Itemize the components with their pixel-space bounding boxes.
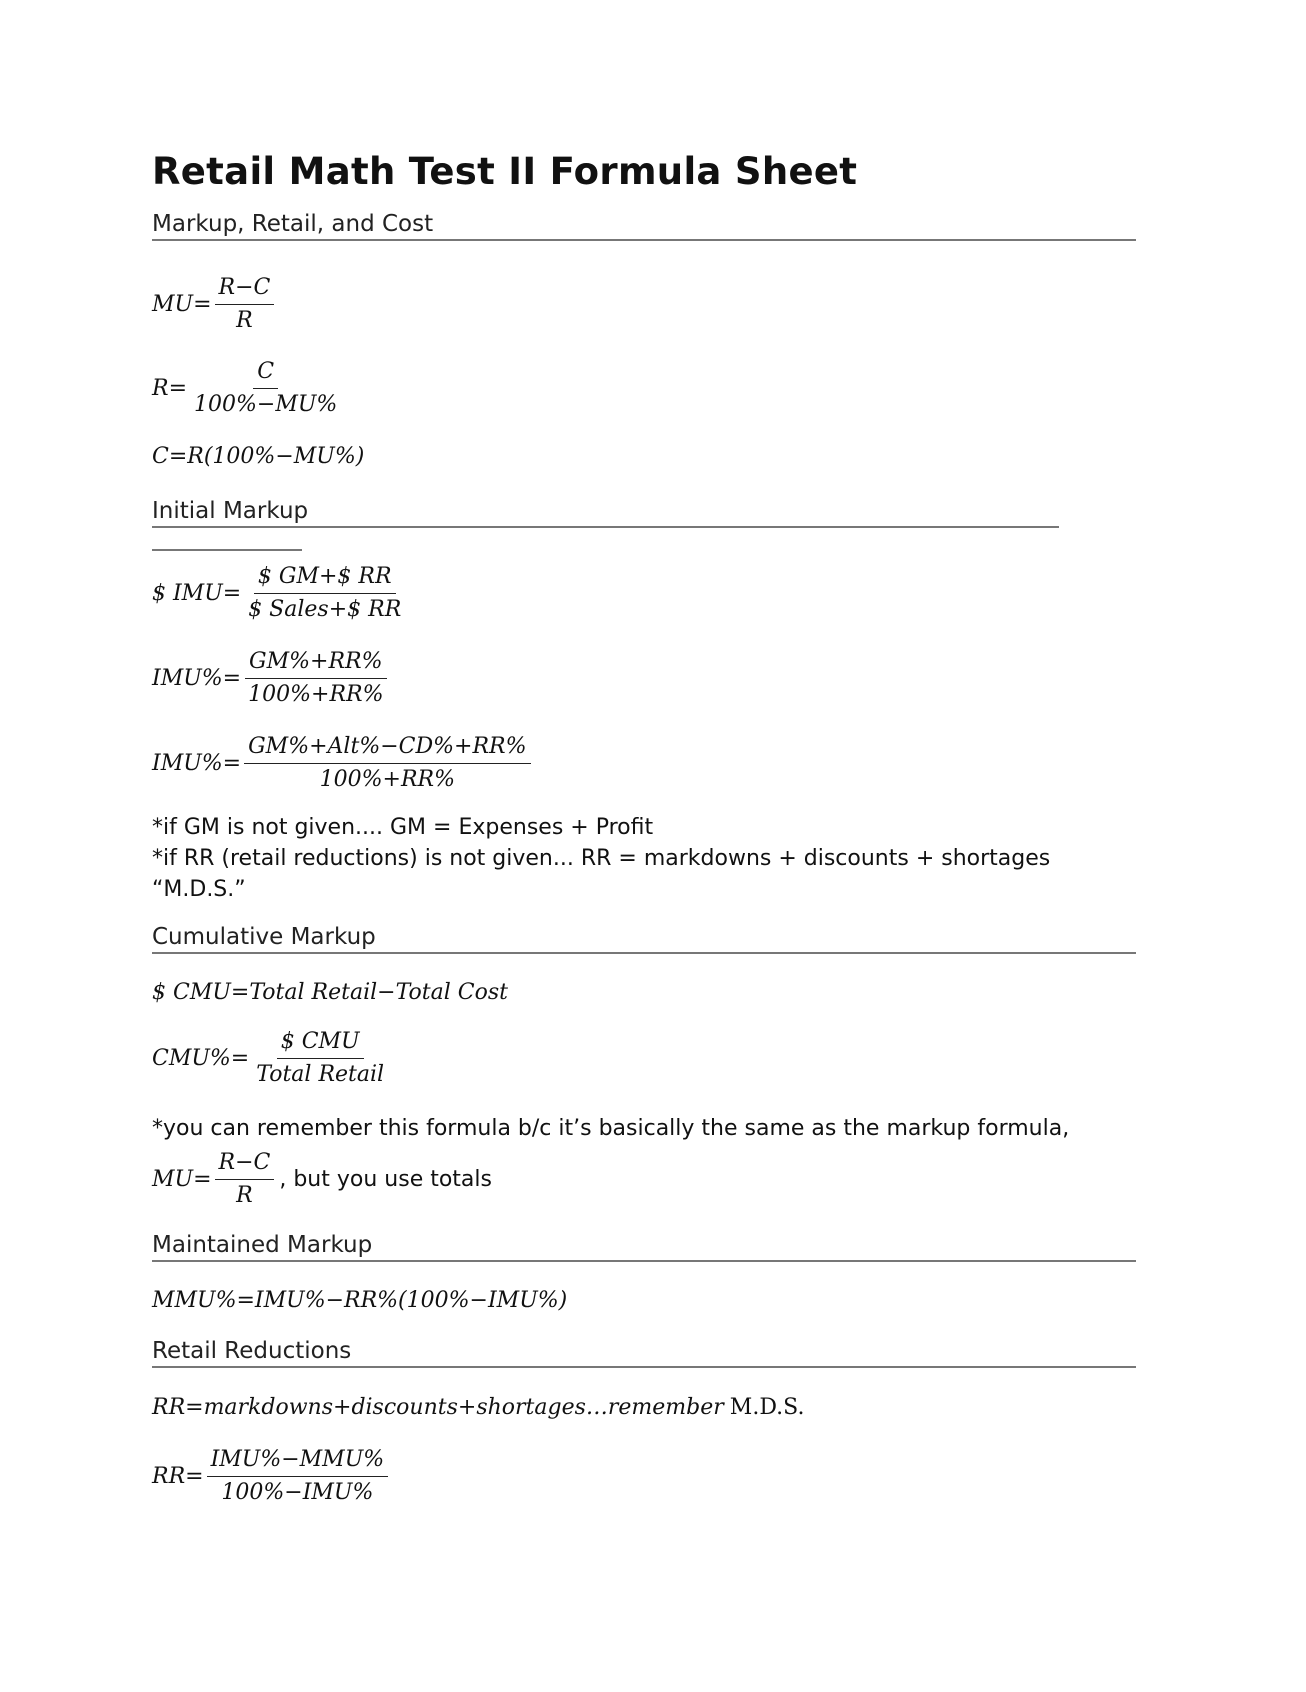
denominator: R [236,1183,253,1208]
section-header-maintained [152,1230,1136,1262]
formula-rr-percent [152,1446,391,1507]
denominator: 100%−IMU% [221,1480,374,1505]
formula-cmu-percent [152,1028,391,1089]
numerator: R−C [215,274,275,305]
note-rr: *if RR (retail reductions) is not given... RR = markdowns + discounts + shortages [152,846,1051,871]
formula-lhs: MU= [152,1167,212,1192]
formula-rr-components [152,1395,804,1420]
denominator: R [236,308,253,333]
formula-dollar-imu [152,563,408,624]
page-title: Retail Math Test II Formula Sheet [152,150,858,193]
note-remember [152,1113,1069,1144]
numerator: $ CMU [277,1028,364,1059]
section-header-initial [152,496,1059,528]
numerator: C [253,358,278,389]
numerator: GM%+Alt%−CD%+RR% [244,733,530,764]
denominator: 100%−MU% [194,392,338,417]
section-header-label: Initial Markup [152,498,312,524]
formula-lhs: MU= [152,292,212,317]
note-remember-text: *you can remember this formula b/c it’s basically the same as the markup formula, [152,1116,1070,1141]
section-underline-continuation [152,549,302,551]
formula-rhs: (100%−MU%) [203,444,365,469]
formula-dollar-cmu [152,980,508,1005]
formula-imu-percent-extended [152,733,534,794]
formula-cost [152,444,364,469]
fraction [207,1446,389,1507]
note-gm: *if GM is not given.... GM = Expenses + Profit [152,815,654,840]
formula-text: $ CMU=Total Retail−Total Cost [152,980,508,1005]
denominator: $ Sales+$ RR [248,597,402,622]
mds-label: M.D.S. [729,1395,805,1420]
section-header-markup [152,209,1136,241]
denominator: 100%+RR% [319,767,455,792]
fraction [252,1028,388,1089]
numerator: $ GM+$ RR [254,563,396,594]
formula-mmu [152,1288,567,1313]
formula-markup [152,274,277,335]
section-header-reductions [152,1336,1136,1368]
note-mds: “M.D.S.” [152,877,246,902]
numerator: IMU%−MMU% [207,1446,389,1477]
formula-lhs: CMU%= [152,1046,250,1071]
formula-lhs: R= [152,376,187,401]
numerator: GM%+RR% [245,648,386,679]
formula-lhs: IMU%= [152,751,242,776]
formula-text: RR=markdowns+discounts+shortages…remember [152,1395,724,1420]
formula-lhs: IMU%= [152,666,242,691]
fraction [215,1149,275,1210]
fraction [244,733,530,794]
section-header-label: Retail Reductions [152,1338,355,1364]
fraction [190,358,341,419]
denominator: 100%+RR% [248,682,384,707]
numerator: R−C [215,1149,275,1180]
section-header-label: Cumulative Markup [152,924,380,950]
section-header-cumulative [152,922,1136,954]
formula-retail [152,358,344,419]
formula-lhs: RR= [152,1464,204,1489]
formula-lhs: C=R [152,444,204,469]
formula-markup-reminder [152,1149,492,1210]
section-header-label: Maintained Markup [152,1232,376,1258]
formula-lhs: $ IMU= [152,581,242,606]
denominator: Total Retail [256,1062,385,1087]
fraction [244,563,405,624]
note-totals: , but you use totals [279,1167,492,1192]
notes-initial-markup [152,812,1050,905]
formula-imu-percent [152,648,390,709]
section-header-label: Markup, Retail, and Cost [152,211,437,237]
fraction [244,648,387,709]
fraction [215,274,275,335]
formula-text: MMU%=IMU%−RR%(100%−IMU%) [152,1288,568,1313]
